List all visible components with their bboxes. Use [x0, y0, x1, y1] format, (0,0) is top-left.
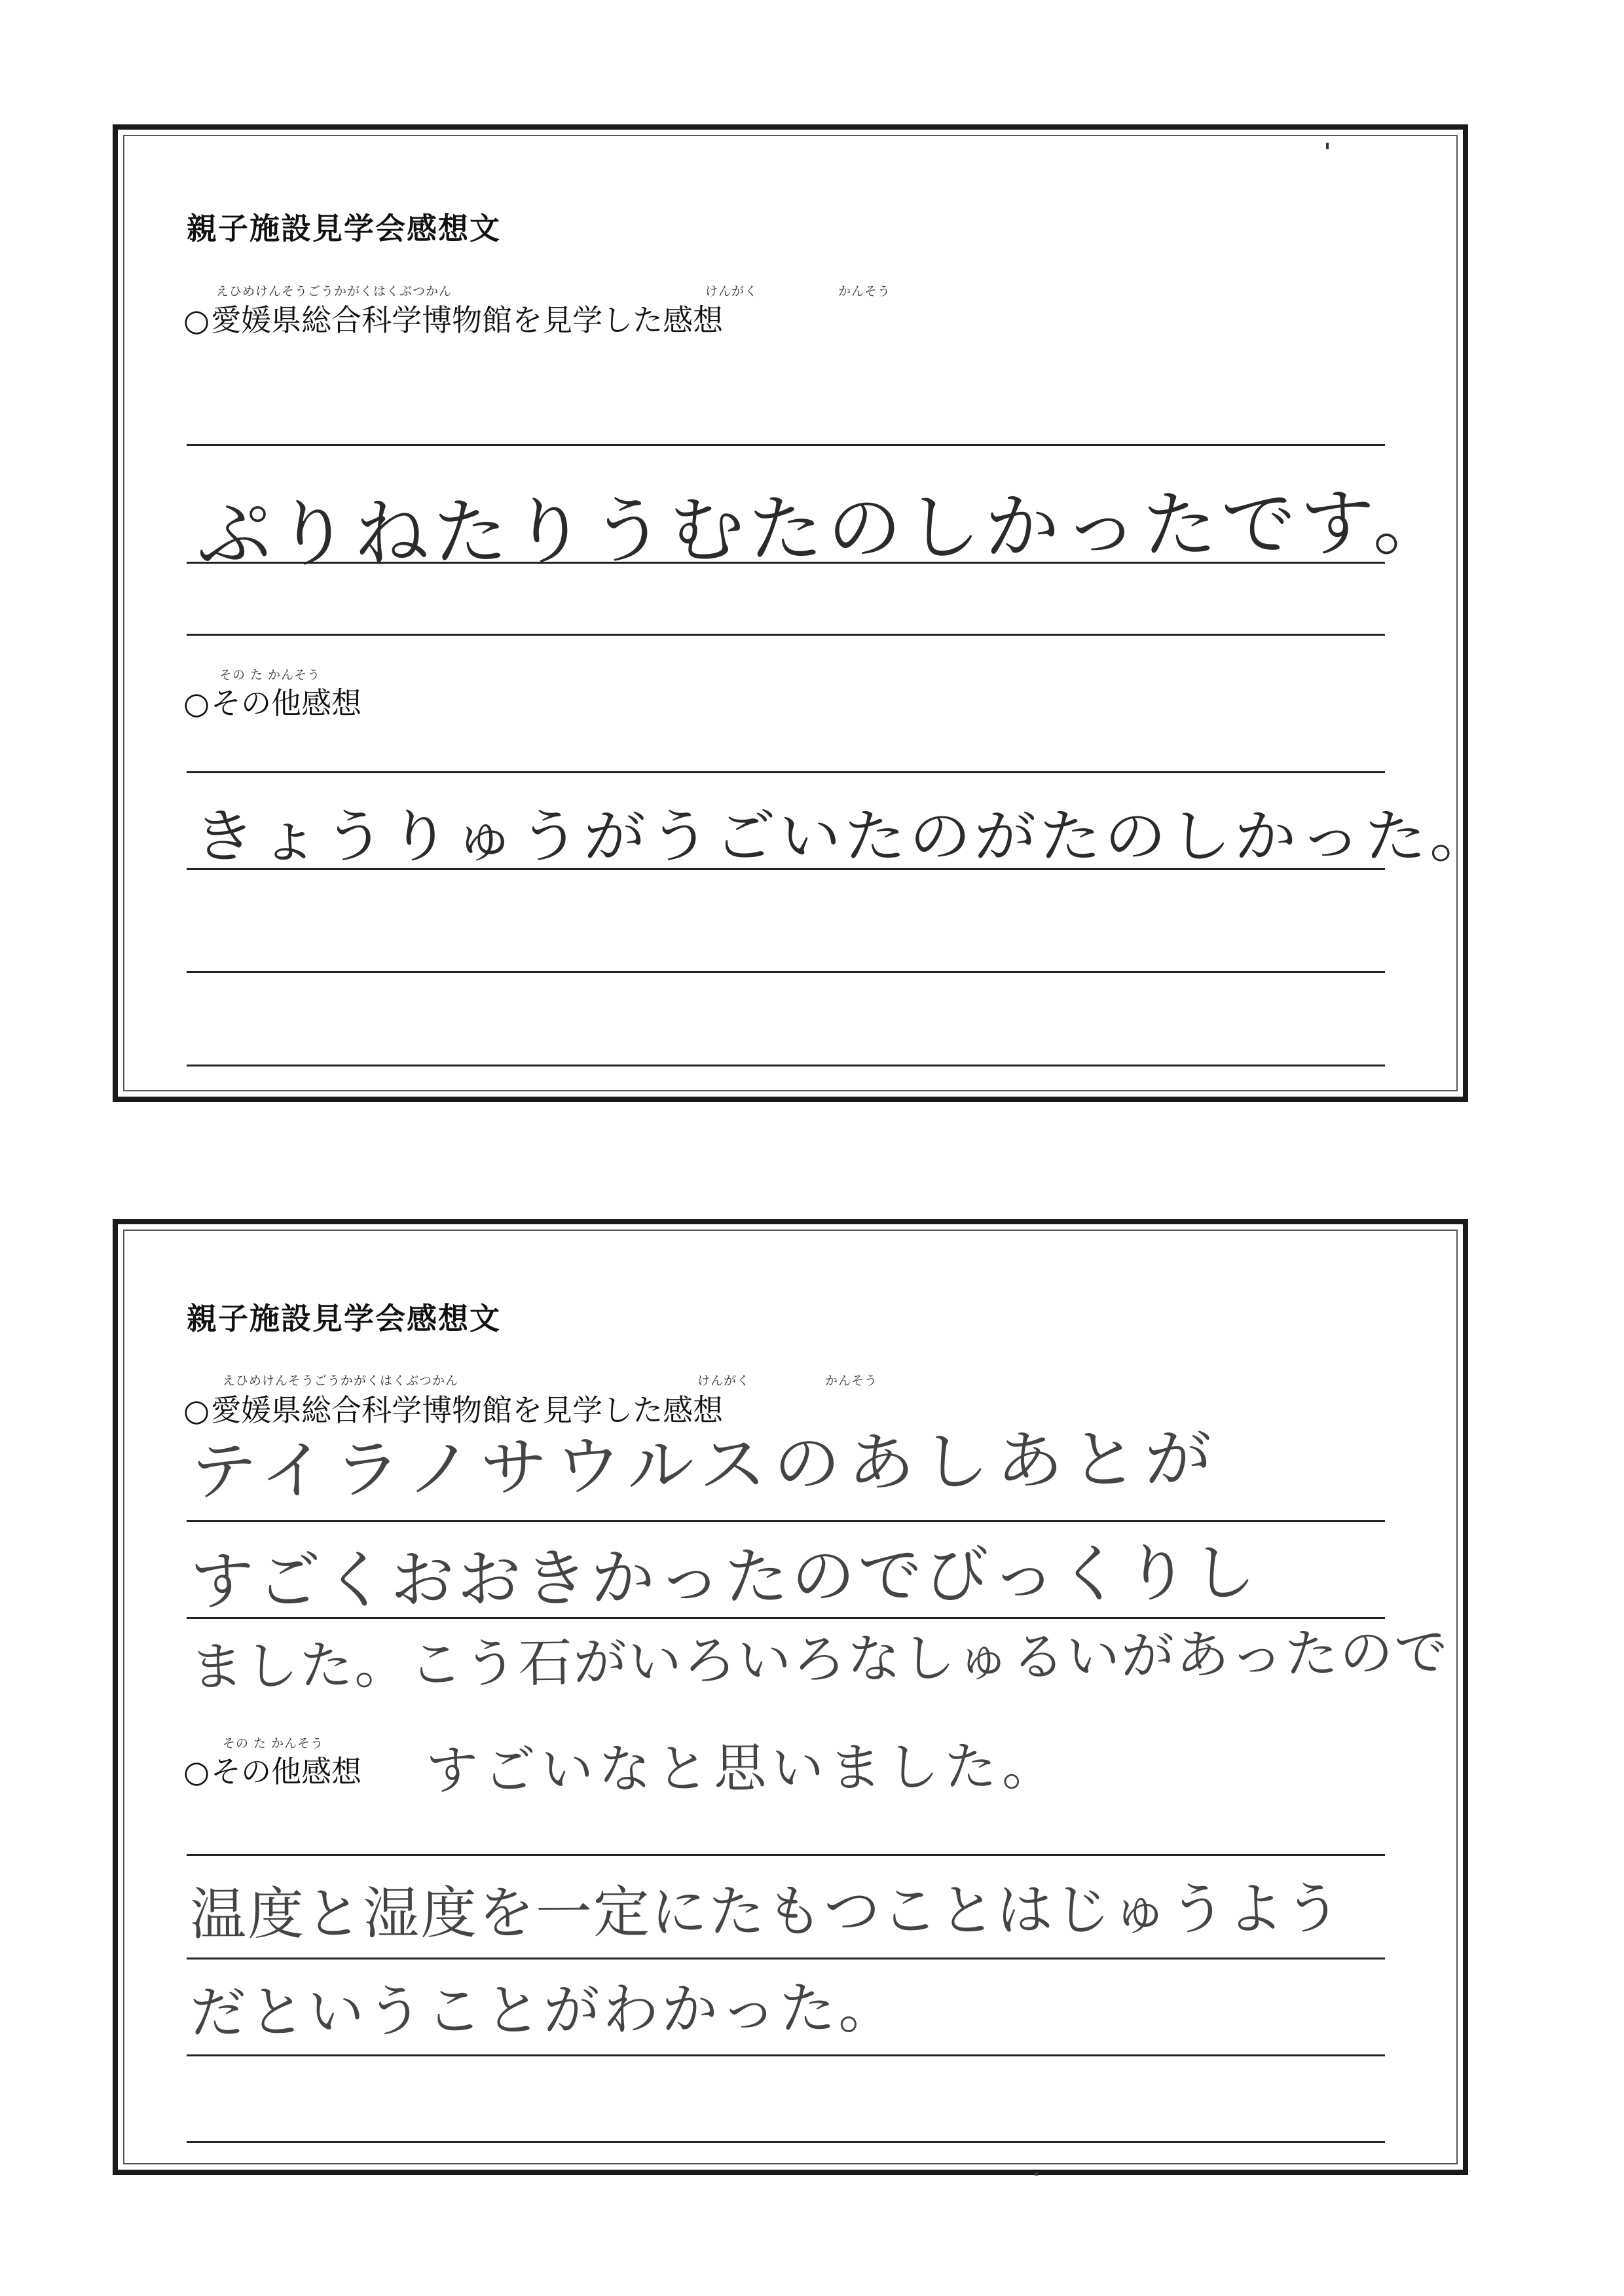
handwritten-answer-line: 温度と湿度を一定にたもつことはじゅうよう: [189, 1876, 1343, 1948]
form-title: 親子施設見学会感想文: [187, 211, 501, 246]
ruby-sonota: その た かんそう: [223, 1736, 324, 1751]
ruby-kansou: かんそう: [825, 1374, 878, 1388]
writing-line: [187, 971, 1385, 973]
question-text: その他感想: [211, 685, 362, 721]
writing-line: [187, 562, 1385, 564]
writing-line: [187, 444, 1385, 446]
handwritten-answer-line: テイラノサウルスのあしあとが: [189, 1421, 1219, 1510]
writing-line: [187, 771, 1385, 773]
question-text: 愛媛県総合科学博物館を見学した感想: [211, 302, 724, 338]
question-other-impression: [183, 680, 361, 723]
writing-line: [187, 1520, 1385, 1522]
handwritten-answer-line: ました。こう石がいろいろなしゅるいがあったので: [189, 1621, 1450, 1698]
ruby-kengaku: けんがく: [697, 1374, 750, 1388]
handwritten-answer-inline: すごいなと思いました。: [425, 1736, 1060, 1801]
circle-mark: ○: [183, 302, 210, 338]
circle-mark: ○: [183, 1393, 210, 1428]
circle-mark: ○: [183, 1754, 210, 1789]
handwritten-answer-line: だということがわかった。: [189, 1975, 898, 2046]
ruby-museum: えひめけんそうごうかがくはくぶつかん: [216, 284, 452, 299]
question-museum-impression: [183, 297, 723, 340]
ruby-kansou: かんそう: [838, 284, 891, 299]
handwritten-answer-line: すごくおおきかったのでびっくりし: [189, 1536, 1259, 1618]
essay-card-1: [113, 124, 1495, 1102]
scan-speck: [1326, 143, 1329, 149]
ruby-sonota: その た かんそう: [219, 668, 321, 682]
handwritten-answer-line: ぷりねたりうむたのしかったです。: [196, 480, 1452, 578]
writing-line: [187, 1065, 1385, 1066]
writing-line: [187, 634, 1385, 636]
question-text: その他感想: [211, 1754, 362, 1789]
writing-line: [187, 868, 1385, 870]
writing-line: [187, 1958, 1385, 1959]
form-title: 親子施設見学会感想文: [187, 1301, 501, 1336]
question-text: 愛媛県総合科学博物館を見学した感想: [211, 1393, 724, 1428]
writing-line: [187, 2141, 1385, 2143]
ruby-museum: えひめけんそうごうかがくはくぶつかん: [223, 1374, 459, 1388]
handwritten-answer-line: きょうりゅうがうごいたのがたのしかった。: [193, 803, 1495, 870]
circle-mark: ○: [183, 685, 210, 721]
essay-card-2: [113, 1219, 1468, 2175]
writing-line: [187, 1854, 1385, 1856]
writing-line: [187, 2054, 1385, 2056]
question-other-impression: [183, 1748, 361, 1791]
scan-speck: [1035, 2172, 1038, 2176]
ruby-kengaku: けんがく: [705, 284, 758, 299]
